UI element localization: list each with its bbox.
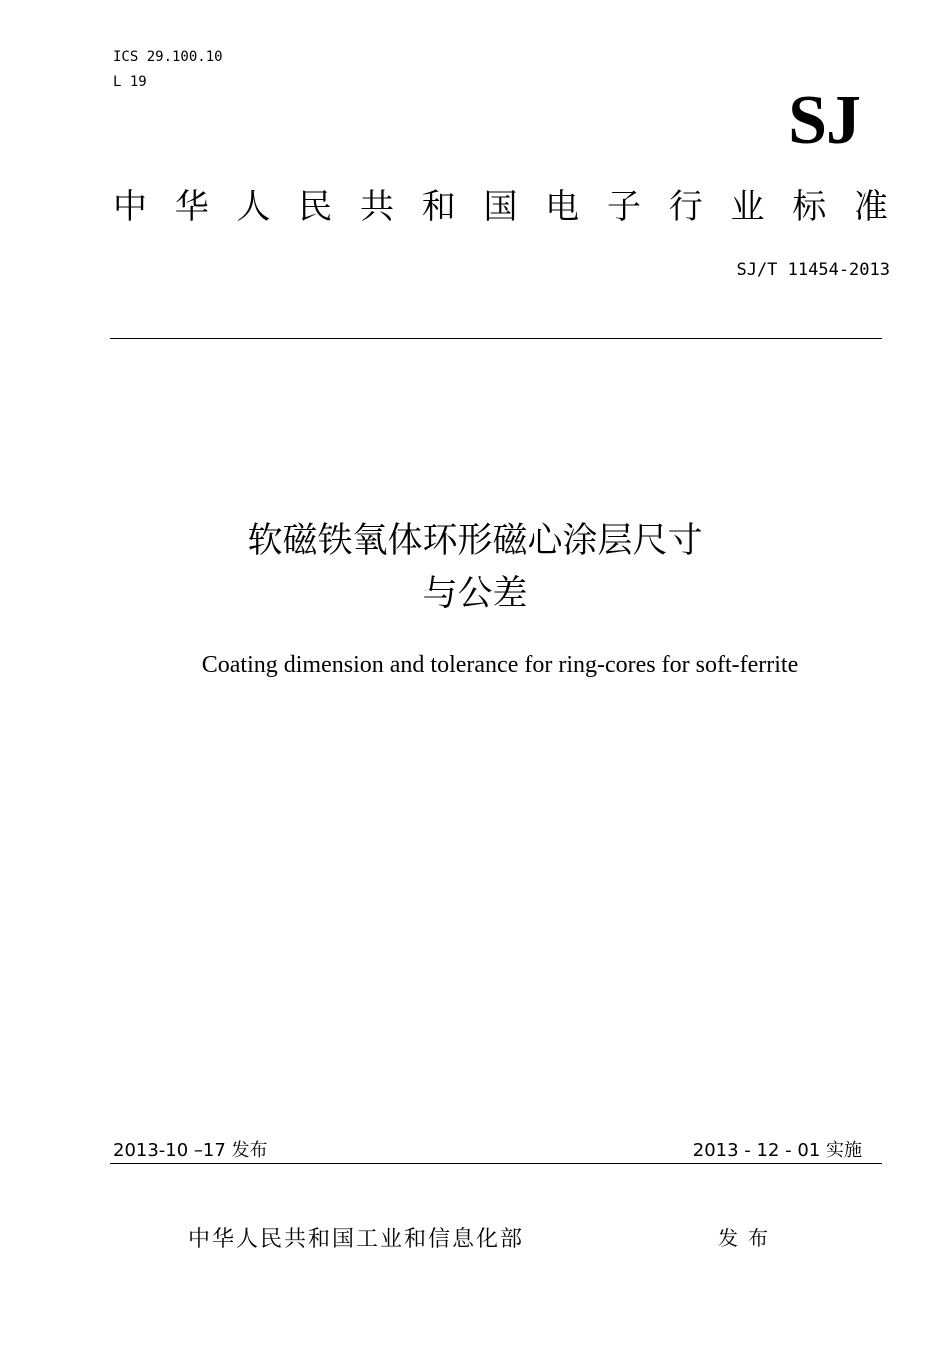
ics-code: ICS 29.100.10	[113, 49, 223, 65]
title-char: 华	[174, 187, 209, 227]
top-divider	[110, 338, 882, 339]
implementation-date: 2013 - 12 - 01 实施	[692, 1140, 862, 1161]
document-title-english: Coating dimension and tolerance for ring-cores for soft-ferrite	[201, 652, 799, 678]
standard-number: SJ/T 11454-2013	[736, 260, 890, 280]
title-char: 准	[854, 187, 888, 227]
title-char: 业	[730, 187, 765, 227]
title-char: 标	[792, 187, 827, 227]
document-title-line1: 软磁铁氧体环形磁心涂层尺寸	[247, 521, 703, 561]
title-char: 共	[360, 187, 394, 227]
bottom-divider	[110, 1163, 882, 1164]
title-char: 和	[421, 187, 456, 227]
title-char: 子	[607, 187, 641, 227]
standard-category-title	[113, 185, 888, 229]
issue-date: 2013-10 –17 发布	[113, 1140, 268, 1161]
title-char: 中	[113, 187, 147, 227]
issuing-action: 发布	[718, 1226, 778, 1250]
ccs-code: L 19	[113, 74, 147, 90]
title-char: 行	[668, 187, 703, 227]
title-char: 人	[236, 187, 271, 227]
document-title-line2: 与公差	[422, 574, 528, 614]
title-char: 电	[545, 187, 580, 227]
issuing-authority: 中华人民共和国工业和信息化部	[188, 1227, 525, 1252]
title-char: 国	[483, 187, 518, 227]
sj-logo: SJ	[788, 82, 860, 159]
title-char: 民	[298, 187, 333, 227]
